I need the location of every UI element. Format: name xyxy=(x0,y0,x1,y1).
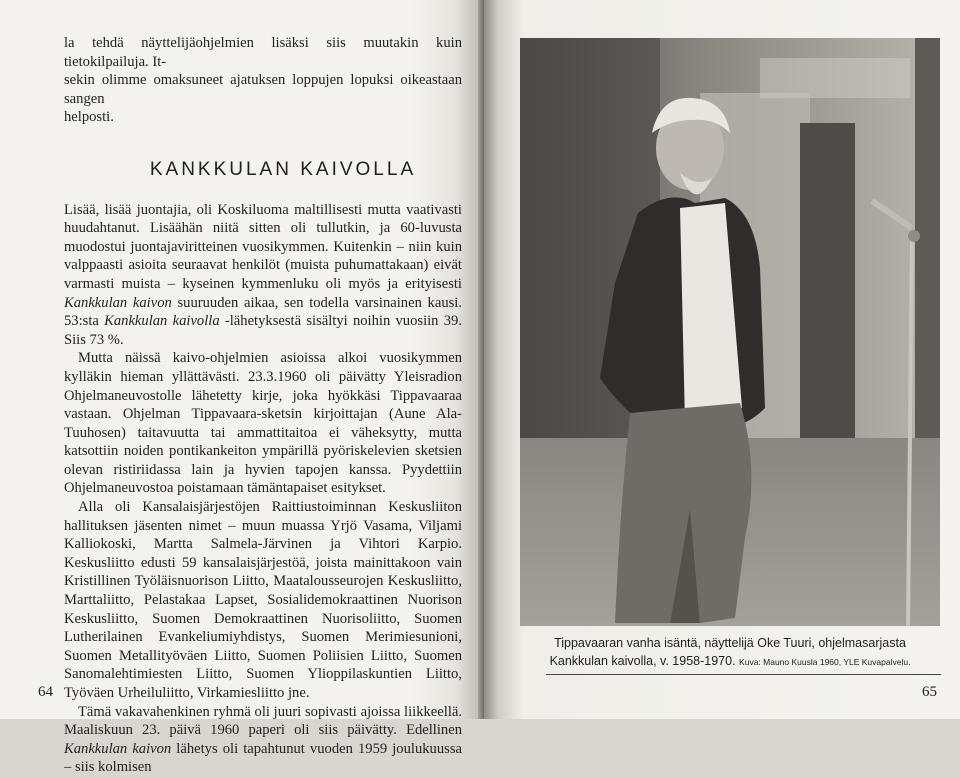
paragraph-2: Mutta näissä kaivo-ohjelmien asioissa alkoi vuosikymmen kylläkin hieman yllättävästi. 23.3.1960 oli päivätty Yleisradion Ohjelmaneuvostolle lähetetty kirje, joka hyökkäsi Tippavaaraa vastaan. Ohjelman Tippavaara-sketsin kirjoittajan (Aune Ala-Tuuhosen) taitavuutta tai ammattitaitoa ei väheksytty, mutta katsottiin noiden pontikankeiton ympärillä pyöriskelevien sketsien olevan ristiriidassa lain ja hyvien tapojen kanssa. Pyydettiin Ohjelmaneuvostoa poistamaan tämäntapaiset esitykset. xyxy=(64,350,462,497)
photo-caption-line1: Tippavaaran vanha isäntä, näyttelijä Oke Tuuri, ohjelmasarjasta xyxy=(554,636,906,650)
section-heading: KANKKULAN KAIVOLLA xyxy=(149,158,417,180)
text-line: la tehdä näyttelijäohjelmien lisäksi siis muutakin kuin tietokilpailuja. It- xyxy=(64,35,462,70)
text-line: sekin olimme omaksuneet ajatuksen loppujen lopuksi oikeastaan sangen xyxy=(64,72,462,107)
actor-photograph xyxy=(520,38,940,626)
body-text-left xyxy=(64,34,462,777)
program-title: Kankkulan kaivon xyxy=(64,740,172,757)
page-number-left: 64 xyxy=(38,684,53,700)
photo-caption-line2: Kankkulan kaivolla, v. 1958-1970. Kuva: Mauno Kuusla 1960, YLE Kuvapalvelu. xyxy=(549,654,911,668)
program-title: Kankkulan kaivolla xyxy=(104,313,220,330)
paragraph-3: Alla oli Kansalaisjärjestöjen Raittiustoiminnan Keskusliiton hallituksen jäsenten nimet – muun muassa Yrjö Vasama, Viljami Kalliokoski, Martta Salmela-Järvinen ja Vihtori Karpio. Keskusliitto edusti 59 kansalaisjärjestöä, joista mainittakoon vain Kristillinen Työläisnuorison Liitto, Maatalousseurojen Keskusliitto, Marttaliitto, Pelastakaa Lapset, Sosialidemokraattinen Nuorison Keskusliitto, Suomen Demokraattinen Nuorisoliitto, Suomen Lutherilainen Evankeliumiyhdistys, Suomen Merimiesunioni, Suomen Metallityöväen Liitto, Suomen Poliisien Liitto, Suomen Sanomalehtimiesten Liitto, Suomen Ylioppilaskuntien Liitto, Työväen Urheiluliitto, Virkamiesliitto jne. xyxy=(64,499,462,701)
photo-credit: Kuva: Mauno Kuusla 1960, YLE Kuvapalvelu. xyxy=(739,657,911,667)
program-title: Kankkulan kaivon xyxy=(64,294,172,311)
paragraph-1: Lisää, lisää juontajia, oli Koskiluoma maltillisesti mutta vaativasti huudahtanut. Lisäähän niitä sitten oli tullutkin, ja 60-luvusta muodostui juontajaviritteinen vuosikymmen. Kuitenkin – niin kuin valppaasti asioita seuraavat henkilöt (muista puhumattakaan) eivät varmasti muista – kyseinen kymmenluku oli myös ja erityisesti Kankkulan kaivon suuruuden aikaa, sen todella varsinainen kausi. 53:sta Kankkulan kaivolla -lähetyksestä sisältyi noihin vuosiin 39. Siis 73 %. xyxy=(64,201,462,348)
page-number-right: 65 xyxy=(922,684,937,700)
caption-divider xyxy=(546,674,941,675)
text-line: helposti. xyxy=(64,109,114,126)
paragraph-4: Tämä vakavahenkinen ryhmä oli juuri sopivasti ajoissa liikkeellä. Maaliskuun 23. päivä 1960 paperi oli siis päivätty. Edellinen Kankkulan kaivon lähetys oli tapahtunut vuoden 1959 joulukuussa – siis kolmisen xyxy=(64,703,462,776)
